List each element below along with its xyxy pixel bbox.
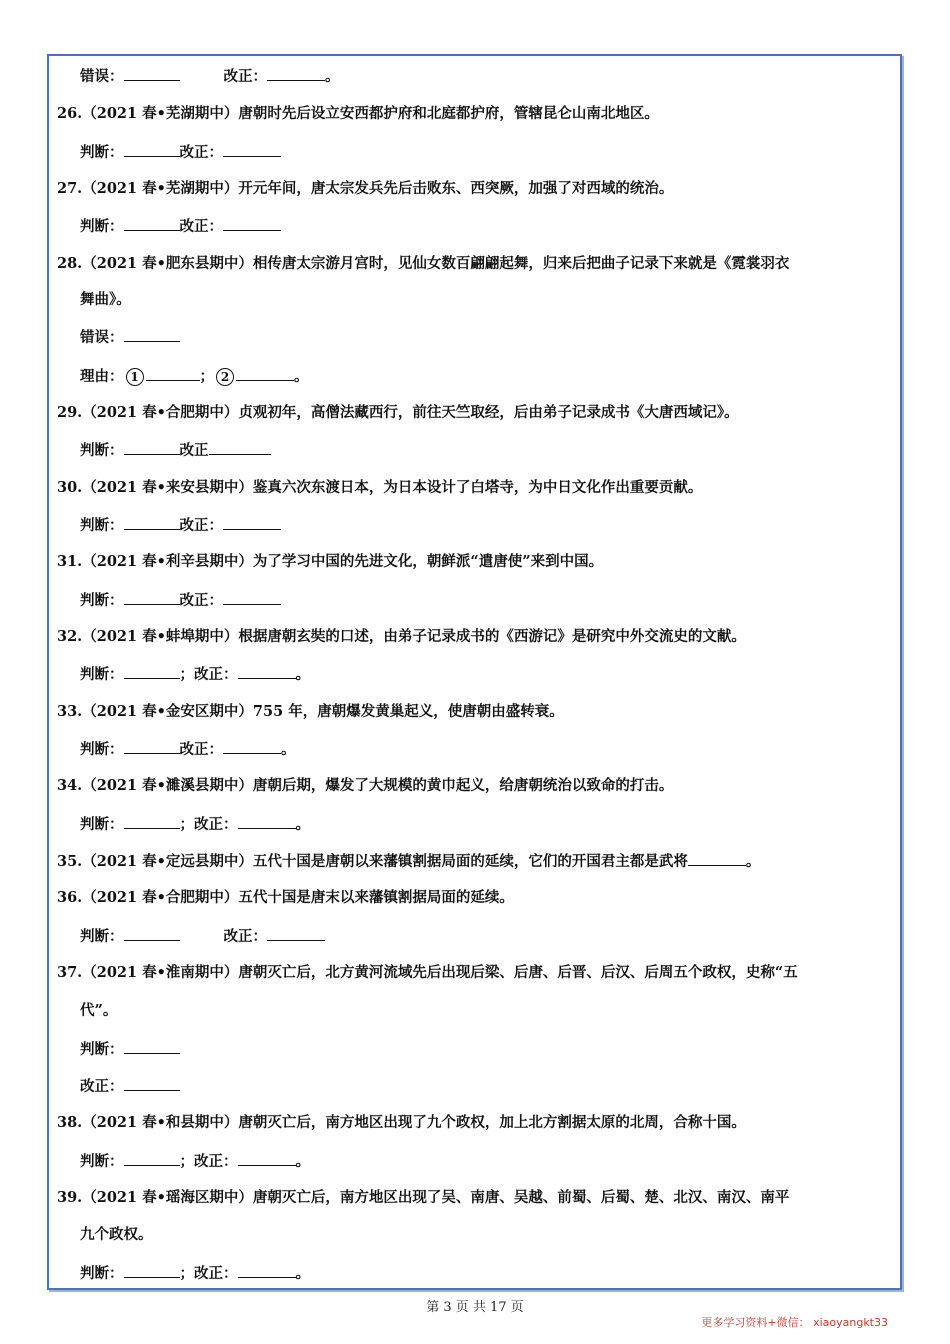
error-label: 错误：: [80, 68, 124, 85]
correct-blank[interactable]: [267, 926, 325, 941]
correct-blank[interactable]: [238, 1151, 296, 1166]
question-35: 35.（2021 春•定远县期中）五代十国是唐朝以来藩镇割据局面的延续，它们的开国君主都是武将 。: [57, 853, 761, 870]
circle-number-1: 1: [126, 368, 144, 386]
correct-blank[interactable]: [238, 814, 296, 829]
question-34: 34.（2021 春•濉溪县期中）唐朝后期，爆发了大规模的黄巾起义，给唐朝统治以致命的打击。: [57, 777, 674, 794]
answer-line-31: 判断： 改正：: [80, 590, 281, 611]
answer-line-26: 判断： 改正：: [80, 142, 281, 163]
judge-blank[interactable]: [124, 1151, 180, 1166]
question-36: 36.（2021 春•合肥期中）五代十国是唐末以来藩镇割据局面的延续。: [57, 889, 514, 906]
answer-line-34: 判断： ；改正： 。: [80, 816, 310, 833]
question-38: 38.（2021 春•和县期中）唐朝灭亡后，南方地区出现了九个政权，加上北方割据太原的北周，合称十国。: [57, 1114, 746, 1131]
answer-line-27: 判断： 改正：: [80, 216, 281, 237]
correct-blank[interactable]: [238, 1263, 296, 1278]
correct-blank[interactable]: [238, 664, 296, 679]
correct-blank[interactable]: [223, 739, 281, 754]
question-33: 33.（2021 春•金安区期中）755 年，唐朝爆发黄巢起义，使唐朝由盛转衰。: [57, 703, 564, 720]
correct-blank[interactable]: [223, 142, 281, 157]
question-37: 37.（2021 春•淮南期中）唐朝灭亡后，北方黄河流域先后出现后梁、后唐、后晋、后汉、后周五个政权，史称“五: [57, 964, 798, 981]
answer-line-39: 判断： ；改正： 。: [80, 1265, 310, 1282]
correct-blank[interactable]: [267, 66, 325, 81]
judge-blank[interactable]: [124, 814, 180, 829]
answer-line-36: 判断： 改正：: [80, 926, 325, 947]
correct-label: 改正：: [223, 68, 267, 85]
error-blank[interactable]: [124, 66, 180, 81]
judge-blank[interactable]: [124, 216, 180, 231]
judge-blank[interactable]: [124, 664, 180, 679]
question-31: 31.（2021 春•利辛县期中）为了学习中国的先进文化，朝鲜派“遣唐使”来到中国。: [57, 553, 604, 570]
question-28: 28.（2021 春•肥东县期中）相传唐太宗游月宫时，见仙女数百翩翩起舞，归来后把曲子记录下来就是《霓裳羽衣: [57, 255, 790, 272]
question-30: 30.（2021 春•来安县期中）鉴真六次东渡日本，为日本设计了白塔寺，为中日文化作出重要贡献。: [57, 479, 703, 496]
question-39: 39.（2021 春•瑶海区期中）唐朝灭亡后，南方地区出现了吴、南唐、吴越、前蜀、后蜀、楚、北汉、南汉、南平: [57, 1189, 790, 1206]
question-26: 26.（2021 春•芜湖期中）唐朝时先后设立安西都护府和北庭都护府，管辖昆仑山南北地区。: [57, 105, 659, 122]
reason-blank-2[interactable]: [236, 366, 294, 381]
judge-blank[interactable]: [124, 590, 180, 605]
reason-blank-1[interactable]: [146, 366, 200, 381]
answer-line-37-correct: 改正：: [80, 1076, 180, 1097]
correct-blank[interactable]: [124, 1076, 180, 1091]
answer-line-32: 判断： ；改正： 。: [80, 666, 310, 683]
answer-line-28-reason: 理由： 1 ； 2 。: [80, 368, 309, 385]
question-27: 27.（2021 春•芜湖期中）开元年间，唐太宗发兵先后击败东、西突厥，加强了对西域的统治。: [57, 180, 674, 197]
correct-blank[interactable]: [223, 515, 281, 530]
answer-line-25: 错误： 改正： 。: [80, 68, 340, 85]
judge-blank[interactable]: [124, 515, 180, 530]
question-37-cont: 代”。: [80, 1002, 118, 1019]
judge-blank[interactable]: [124, 142, 180, 157]
judge-blank[interactable]: [124, 1263, 180, 1278]
error-blank[interactable]: [124, 327, 180, 342]
answer-line-29: 判断： 改正: [80, 440, 271, 461]
answer-line-30: 判断： 改正：: [80, 515, 281, 536]
judge-blank[interactable]: [124, 926, 180, 941]
answer-line-37-judge: 判断：: [80, 1039, 180, 1060]
correct-blank[interactable]: [223, 590, 281, 605]
question-32: 32.（2021 春•蚌埠期中）根据唐朝玄奘的口述，由弟子记录成书的《西游记》是研究中外交流史的文献。: [57, 628, 746, 645]
question-29: 29.（2021 春•合肥期中）贞观初年，高僧法藏西行，前往天竺取经，后由弟子记录成书《大唐西域记》。: [57, 404, 739, 421]
answer-line-38: 判断： ；改正： 。: [80, 1153, 310, 1170]
judge-blank[interactable]: [124, 739, 180, 754]
judge-blank[interactable]: [124, 1039, 180, 1054]
answer-line-33: 判断： 改正： 。: [80, 741, 296, 758]
judge-blank[interactable]: [124, 440, 180, 455]
circle-number-2: 2: [216, 368, 234, 386]
answer-blank[interactable]: [688, 851, 746, 866]
question-39-cont: 九个政权。: [80, 1226, 153, 1243]
page-number: 第 3 页 共 17 页: [426, 1300, 524, 1315]
promo-text: 更多学习资料+微信： xiaoyangkt33: [701, 1316, 888, 1329]
correct-blank[interactable]: [209, 440, 271, 455]
answer-line-28-error: 错误：: [80, 327, 180, 348]
question-28-cont: 舞曲》。: [80, 291, 131, 308]
correct-blank[interactable]: [223, 216, 281, 231]
